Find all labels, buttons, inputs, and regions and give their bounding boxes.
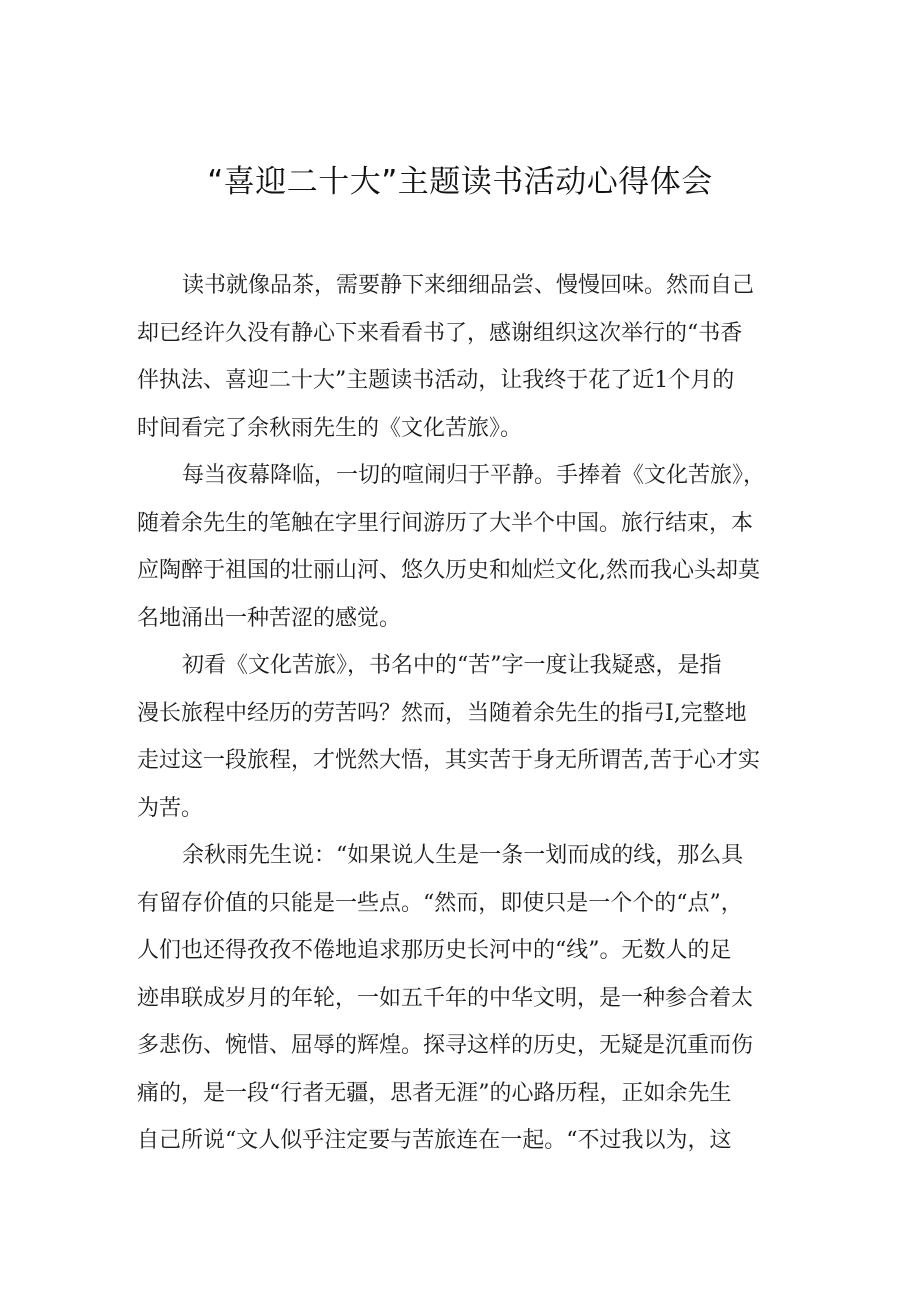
paragraph-4	[137, 832, 793, 1165]
paragraph-2	[137, 452, 793, 642]
text-line: 时间看完了余秋雨先生的《文化苦旅》。	[137, 415, 523, 441]
text-line: 迹串联成岁月的年轮，一如五千年的中华文明，是一种参合着太	[137, 985, 754, 1011]
text-line: 读书就像品茶，需要静下来细细品尝、慢慢回味。然而自己	[182, 273, 755, 298]
text-line: 走过这一段旅程，才恍然大悟，其实苦于身无所谓苦,苦于心才实	[137, 748, 760, 773]
text-line: 余秋雨先生说：“如果说人生是一条一划而成的线，那么具	[182, 843, 744, 868]
text-line: 每当夜幕降临，一切的喧闹归于平静。手捧着《文化苦旅》，	[182, 463, 766, 488]
text-line: 为苦。	[137, 795, 204, 821]
document-title: “喜迎二十大”主题读书活动心得体会	[207, 164, 713, 200]
text-line: 初看《文化苦旅》，书名中的“苦”字一度让我疑惑，是指	[182, 653, 722, 678]
document-body	[137, 262, 793, 1165]
text-line: 人们也还得孜孜不倦地追求那历史长河中的“线”。无数人的足	[137, 938, 732, 963]
text-line: 漫长旅程中经历的劳苦吗？然而，当随着余先生的指弓I,完整地	[137, 700, 747, 726]
paragraph-3	[137, 642, 793, 832]
paragraph-1	[137, 262, 793, 452]
text-line: 应陶醉于祖国的壮丽山河、悠久历史和灿烂文化,然而我心头却莫	[137, 558, 760, 583]
text-line: 伴执法、喜迎二十大”主题读书活动，让我终于花了近1个月的	[137, 368, 735, 393]
text-line: 名地涌出一种苦涩的感觉。	[137, 605, 402, 631]
text-line: 却已经许久没有静心下来看看书了，感谢组织这次举行的“书香	[137, 320, 743, 346]
text-line: 痛的，是一段“行者无疆，思者无涯”的心路历程，正如余先生	[137, 1080, 732, 1106]
text-line: 自己所说“文人似乎注定要与苦旅连在一起。“不过我以为，这	[137, 1128, 732, 1153]
text-line: 多悲伤、惋惜、屈辱的辉煌。探寻这样的历史，无疑是沉重而伤	[137, 1033, 754, 1058]
text-line: 有留存价值的只能是一些点。“然而，即使只是一个个的“点”，	[137, 890, 743, 916]
text-line: 随着余先生的笔触在字里行间游历了大半个中国。旅行结束，本	[137, 510, 754, 536]
